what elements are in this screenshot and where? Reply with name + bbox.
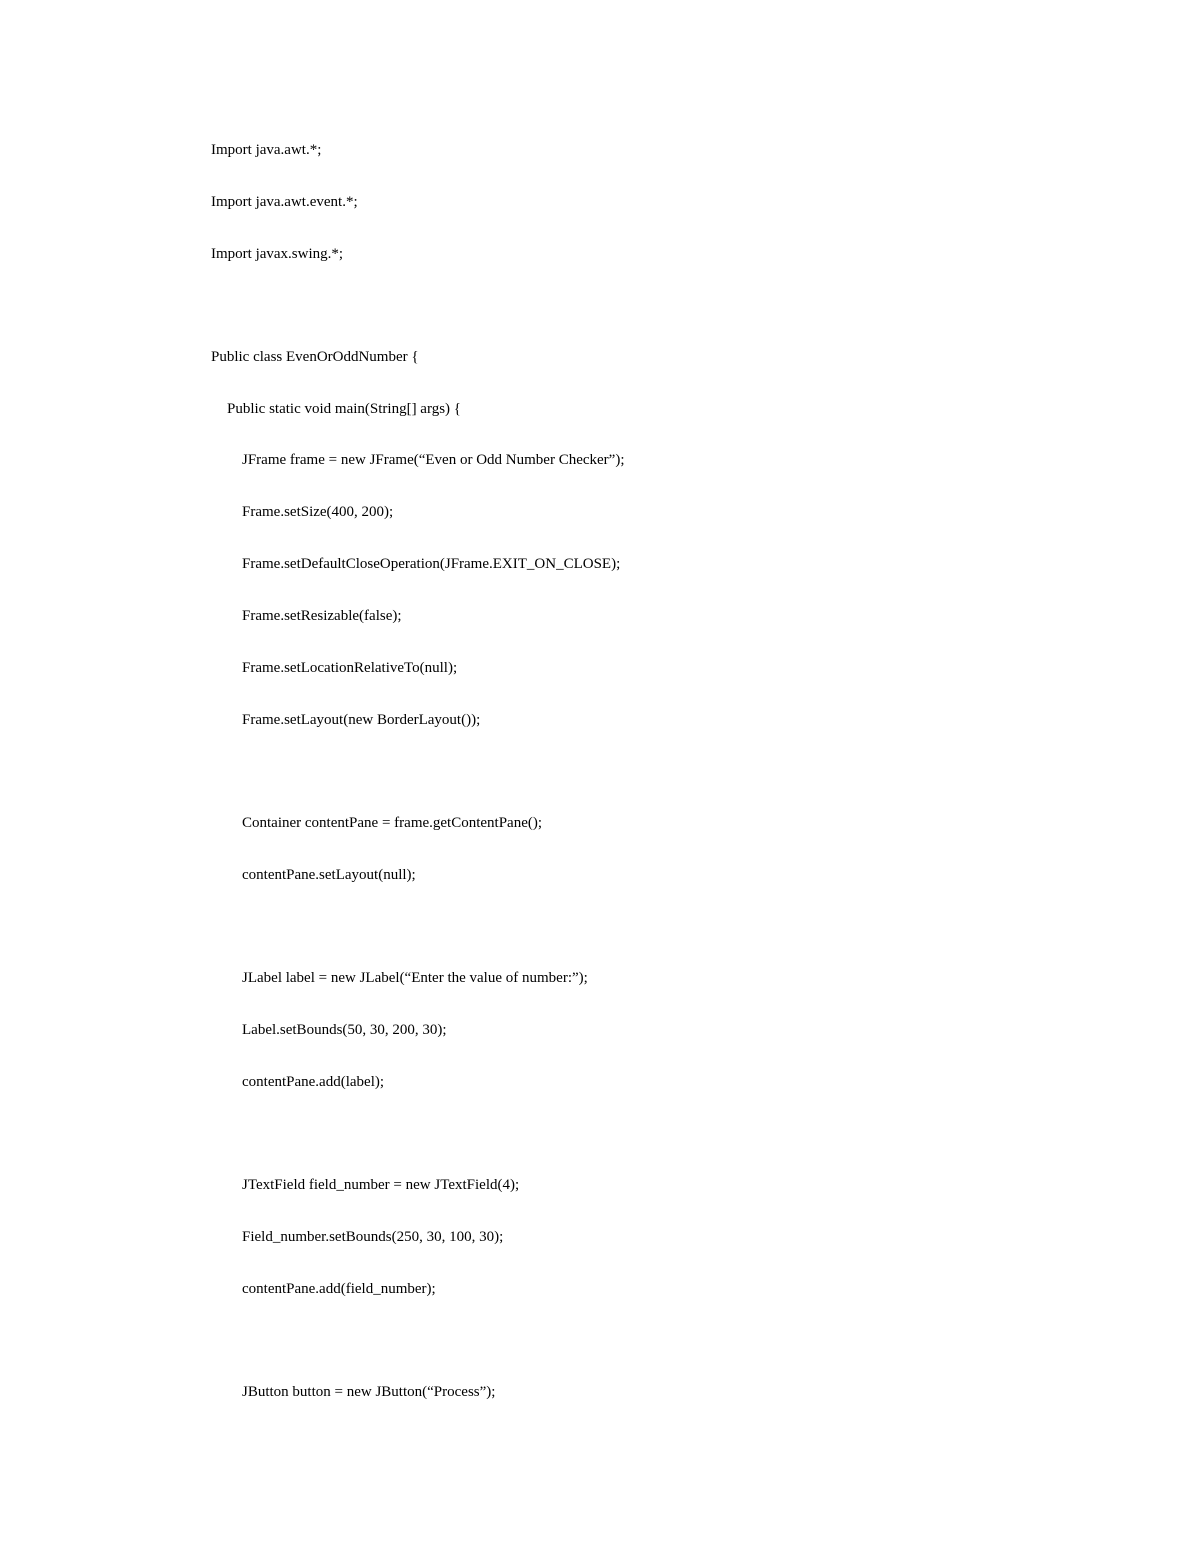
code-line: Import java.awt.*; bbox=[211, 142, 322, 158]
code-line: Frame.setSize(400, 200); bbox=[242, 504, 394, 520]
code-line: JTextField field_number = new JTextField(4); bbox=[242, 1177, 520, 1193]
code-line: Public static void main(String[] args) { bbox=[227, 401, 461, 417]
code-line: JFrame frame = new JFrame(“Even or Odd Number Checker”); bbox=[242, 452, 625, 468]
code-line: Frame.setLocationRelativeTo(null); bbox=[242, 660, 458, 676]
code-line: Field_number.setBounds(250, 30, 100, 30); bbox=[242, 1229, 504, 1245]
code-line: contentPane.add(field_number); bbox=[242, 1281, 436, 1297]
code-line: JButton button = new JButton(“Process”); bbox=[242, 1384, 496, 1400]
code-line: contentPane.setLayout(null); bbox=[242, 867, 416, 883]
code-line: Import javax.swing.*; bbox=[211, 246, 344, 262]
code-line: contentPane.add(label); bbox=[242, 1074, 385, 1090]
code-line: Frame.setDefaultCloseOperation(JFrame.EXIT_ON_CLOSE); bbox=[242, 556, 621, 572]
code-line: Label.setBounds(50, 30, 200, 30); bbox=[242, 1022, 447, 1038]
code-line: Import java.awt.event.*; bbox=[211, 194, 358, 210]
code-line: Container contentPane = frame.getContentPane(); bbox=[242, 815, 543, 831]
code-line: Frame.setResizable(false); bbox=[242, 608, 402, 624]
code-line: Public class EvenOrOddNumber { bbox=[211, 349, 419, 365]
code-line: JLabel label = new JLabel(“Enter the value of number:”); bbox=[242, 970, 588, 986]
code-line: Frame.setLayout(new BorderLayout()); bbox=[242, 712, 481, 728]
